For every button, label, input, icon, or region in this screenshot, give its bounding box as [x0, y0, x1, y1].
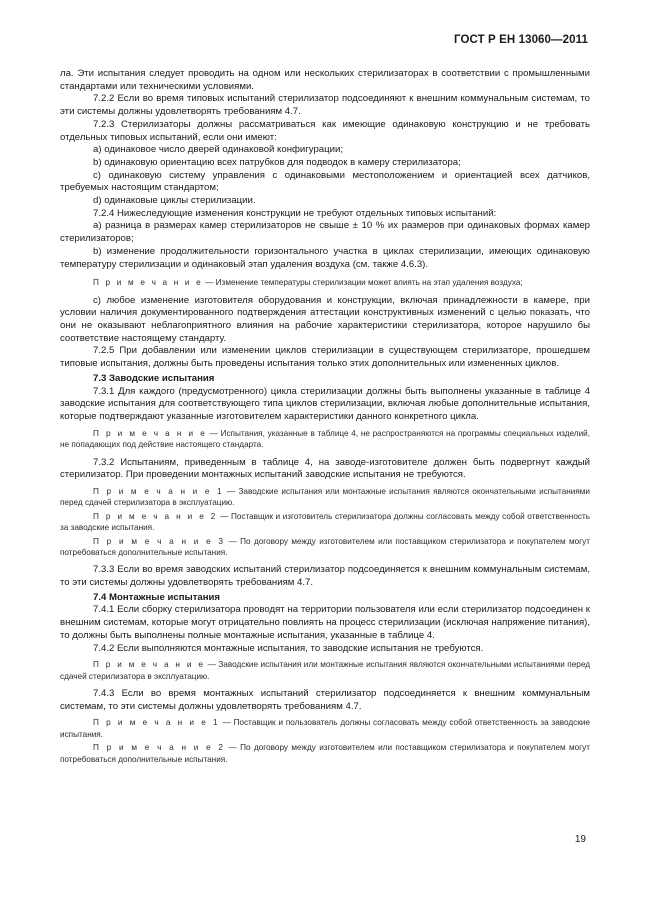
note-text: — Заводские испытания или монтажные испытания являются окончательными испытаниями перед сдачей стерилизатора в эксплуатацию.: [60, 486, 590, 508]
note-text: — Заводские испытания или монтажные испытания являются окончательными испытаниями перед сдачей стерилизатора в эксплуатацию.: [60, 660, 590, 681]
note-text: — Поставщик и пользователь должны согласовать между собой ответственность за заводские испытания.: [60, 718, 590, 739]
paragraph: 7.2.4 Нижеследующие изменения конструкции не требуют отдельных типовых испытаний:: [93, 207, 497, 219]
note: [60, 511, 590, 534]
paragraph: 7.2.2 Если во время типовых испытаний стерилизатор подсоединяют к внешним коммунальным системам, то эти системы должны удовлетворять требованиям 4.7.: [60, 93, 590, 118]
note: [60, 659, 590, 682]
paragraph: 7.4.3 Если во время монтажных испытаний стерилизатор подсоединяется к внешним коммунальным системам, то эти системы должны удовлетворять требованиям 4.7.: [60, 688, 590, 712]
note-label: П р и м е ч а н и е: [93, 278, 203, 288]
note-label: П р и м е ч а н и е 2: [93, 743, 226, 753]
paragraph: b) изменение продолжительности горизонтального участка в циклах стерилизации, имеющих одинаковую температуру стерилизации и одинаковый этап удаления воздуха (см. также 4.6.3).: [60, 245, 590, 270]
note: [60, 742, 590, 765]
note-label: П р и м е ч а н и е 1: [93, 486, 224, 496]
note-text: — Испытания, указанные в таблице 4, не распространяются на программы специальных изделий, не попадающих под действие настоящего стандарта.: [60, 428, 590, 450]
note: [60, 536, 590, 559]
note-text: — Изменение температуры стерилизации может влиять на этап удаления воздуха;: [202, 278, 523, 288]
section-heading: 7.3 Заводские испытания: [93, 372, 215, 384]
note: [60, 486, 590, 509]
section-heading: 7.4 Монтажные испытания: [93, 591, 221, 603]
paragraph: 7.3.2 Испытаниям, приведенным в таблице 4, на заводе-изготовителе должен быть подвергнут каждый стерилизатор. При проведении монтажных испытаний заводские испытания не требуются.: [60, 456, 590, 481]
paragraph: 7.2.5 При добавлении или изменении циклов стерилизации в существующем стерилизаторе, прошедшем типовые испытания, должны быть проведены испытания только этих дополнительных или измененных циклов.: [60, 345, 590, 370]
paragraph: a) одинаковое число дверей одинаковой конфигурации;: [93, 144, 343, 156]
paragraph: 7.2.3 Стерилизаторы должны рассматриваться как имеющие одинаковую конструкцию и не требовать отдельных типовых испытаний, если они имеют:: [60, 118, 590, 143]
note-text: — По договору между изготовителем или поставщиком стерилизатора и покупателем могут потребоваться дополнительные испытания.: [60, 536, 590, 557]
paragraph: ла. Эти испытания следует проводить на одном или нескольких стерилизаторах в соответствии с промышленными стандартами или техническими условиями.: [60, 68, 590, 92]
note: [60, 428, 590, 451]
note-label: П р и м е ч а н и е: [93, 660, 206, 670]
note-label: П р и м е ч а н и е: [93, 428, 207, 438]
note-label: П р и м е ч а н и е 2: [93, 511, 218, 521]
paragraph: a) разница в размерах камер стерилизаторов не свыше ± 10 % их размеров при одинаковых формах камер стерилизаторов;: [60, 220, 590, 245]
note: [60, 717, 590, 740]
paragraph: 7.4.1 Если сборку стерилизатора проводят на территории пользователя или если стерилизатор подсоединен к внешним системам, которые могут отрицательно повлиять на процесс стерилизации (исключая напряжение питания), то должны быть выполнены полные монтажные испытания, указанные в таблице 4.: [60, 604, 590, 641]
paragraph: b) одинаковую ориентацию всех патрубков для подводок в камеру стерилизатора;: [93, 156, 461, 168]
paragraph: c) любое изменение изготовителя оборудования и конструкции, включая принадлежности в камере, при условии наличия документированного подтверждения аттестации конструктивных изменений с целью показать, что они не оказывают неблагоприятного влияния на рабочие характеристики стерилизатора, которое нарушило бы соответствие настоящему стандарту.: [60, 294, 590, 344]
document-body: [60, 68, 590, 765]
note-label: П р и м е ч а н и е 1: [93, 718, 220, 728]
page-number: 19: [574, 834, 586, 845]
paragraph: d) одинаковые циклы стерилизации.: [93, 195, 256, 207]
note-label: П р и м е ч а н и е 3: [93, 536, 226, 546]
paragraph: 7.4.2 Если выполняются монтажные испытания, то заводские испытания не требуются.: [93, 642, 484, 654]
note-text: — Поставщик и изготовитель стерилизатора должны согласовать между собой ответственность за заводские испытания.: [60, 511, 590, 533]
document-header: ГОСТ Р ЕН 13060—2011: [453, 34, 588, 46]
paragraph: 7.3.1 Для каждого (предусмотренного) цикла стерилизации должны быть выполнены указанные в таблице 4 заводские испытания для соответствующего типа циклов стерилизации, включая любые дополнительные испытания, которые подтверждают указанные изготовителем характеристики данного конкретного цикла.: [60, 385, 590, 422]
note-text: — По договору между изготовителем или поставщиком стерилизатора и покупателем могут потребоваться дополнительные испытания.: [60, 743, 590, 764]
note: [60, 277, 590, 288]
paragraph: 7.3.3 Если во время заводских испытаний стерилизатор подсоединяется к внешним коммунальным системам, то эти системы должны удовлетворять требованиям 4.7.: [60, 564, 590, 589]
paragraph: c) одинаковую систему управления с одинаковыми местоположением и ориентацией всех датчиков, требуемых настоящим стандартом;: [60, 169, 590, 194]
